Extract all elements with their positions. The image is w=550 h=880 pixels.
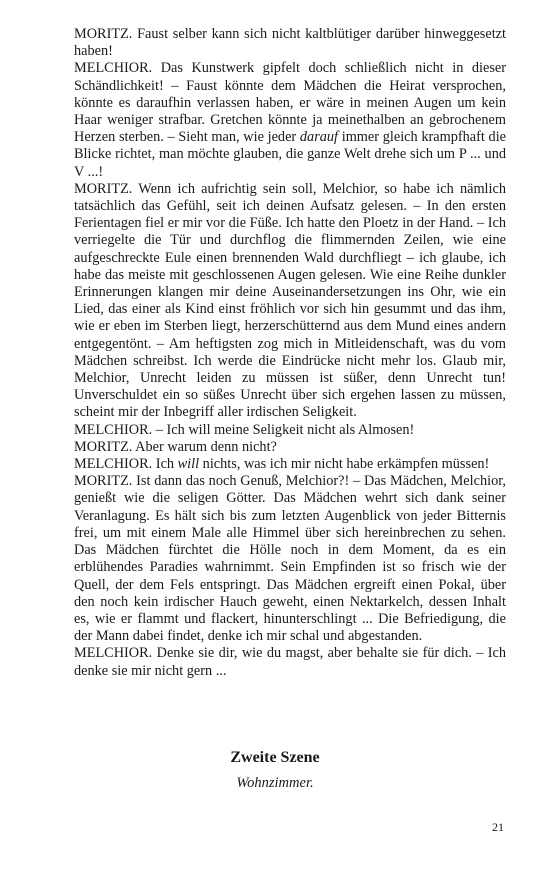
emphasized-text: darauf [299, 129, 339, 146]
dialogue-paragraph [74, 60, 506, 180]
dialogue-paragraph [74, 645, 506, 679]
paragraph-text: MORITZ. Aber warum denn nicht? [74, 438, 277, 455]
emphasized-text: will [177, 456, 200, 473]
paragraph-text: MELCHIOR. Denke sie dir, wie du magst, aber behalte sie für dich. – Ich denke sie mir nicht gern ... [74, 645, 506, 679]
scene-setting: Wohnzimmer. [236, 775, 314, 791]
paragraph-text: MORITZ. Faust selber kann sich nicht kaltblütiger darüber hinweggesetzt haben! [74, 26, 506, 60]
paragraph-text: MELCHIOR. Ich [74, 456, 178, 473]
paragraph-text: MELCHIOR. Das Kunstwerk gipfelt doch schließlich nicht in dieser Schändlichkeit! – Faust könnte dem Mädchen die Heirat versprochen, könnte es daraufhin verlassen haben, er wäre in meinen Augen um kein Haar weniger strafbar. Gretchen könnte ja meinethalben an gebrochenem Herzen sterben. – Sieht man, wie jeder [74, 60, 506, 146]
paragraph-text: MORITZ. Wenn ich aufrichtig sein soll, Melchior, so habe ich nämlich tatsächlich das Gefühl, seit ich deinen Aufsatz gelesen. – In den ersten Ferientagen fiel er mir vor die Füße. Ich hatte den Ploetz in der Hand. – Ich verriegelte die Tür und durchflog die flimmernden Zeilen, wie eine aufgeschreckte Eule einen brennenden Wald durchfliegt – ich glaube, ich habe das meiste mit geschlossenen Augen gelesen. Wie eine Reihe dunkler Erinnerungen klangen mir deine Auseinandersetzungen ins Ohr, wie ein Lied, das einer als Kind einst fröhlich vor sich hin gesummt und das ihm, wie er eben im Sterben liegt, herzerschütternd aus dem Mund eines andern entgegentönt. – Am heftigsten zog mich in Mitleidenschaft, was du vom Mädchen schreibst. Ich werde die Eindrücke nicht mehr los. Glaub mir, Melchior, Unrecht leiden zu müssen ist süßer, denn Unrecht tun! Unverschuldet ein so süßes Unrecht über sich ergehen lassen zu müssen, scheint mir der Inbegriff aller irdischen Seligkeit. [74, 180, 506, 421]
dialogue-paragraph [74, 422, 506, 439]
dialogue-paragraph [74, 181, 506, 422]
paragraph-text: immer gleich krampfhaft die Blicke richtet, man möchte glauben, die ganze Welt drehe sich um P ... und V ...! [74, 129, 507, 180]
paragraph-text: MORITZ. Ist dann das noch Genuß, Melchior?! – Das Mädchen, Melchior, genießt wie die seligen Götter. Das Mädchen wehrt sich dank seiner Veranlagung. Es hält sich bis zum letzten Augenblick von jeder Bitternis frei, um mit einem Male alle Himmel über sich hereinbrechen zu sehen. Das Mädchen fürchtet die Hölle noch in dem Moment, da es ein erblühendes Paradies wahrnimmt. Sein Empfinden ist so frisch wie der Quell, der dem Fels entspringt. Das Mädchen ergreift einen Pokal, über den noch kein irdischer Hauch geweht, einen Nektarkelch, dessen Inhalt es, wie er flammt und flackert, hinunterschlingt ... Die Befriedigung, die der Mann dabei findet, denke ich mir schal und abgestanden. [74, 473, 506, 645]
dialogue-paragraph [74, 473, 506, 645]
dialogue-paragraph [74, 26, 506, 60]
paragraph-text: nichts, was ich mir nicht habe erkämpfen müssen! [199, 456, 490, 473]
paragraph-text: MELCHIOR. – Ich will meine Seligkeit nicht als Almosen! [74, 421, 415, 438]
dialogue-paragraph [74, 439, 506, 456]
page-number: 21 [492, 820, 504, 834]
scene-heading: Zweite Szene [230, 749, 320, 766]
dialogue-paragraph [74, 456, 506, 473]
dialogue-text [74, 26, 506, 680]
